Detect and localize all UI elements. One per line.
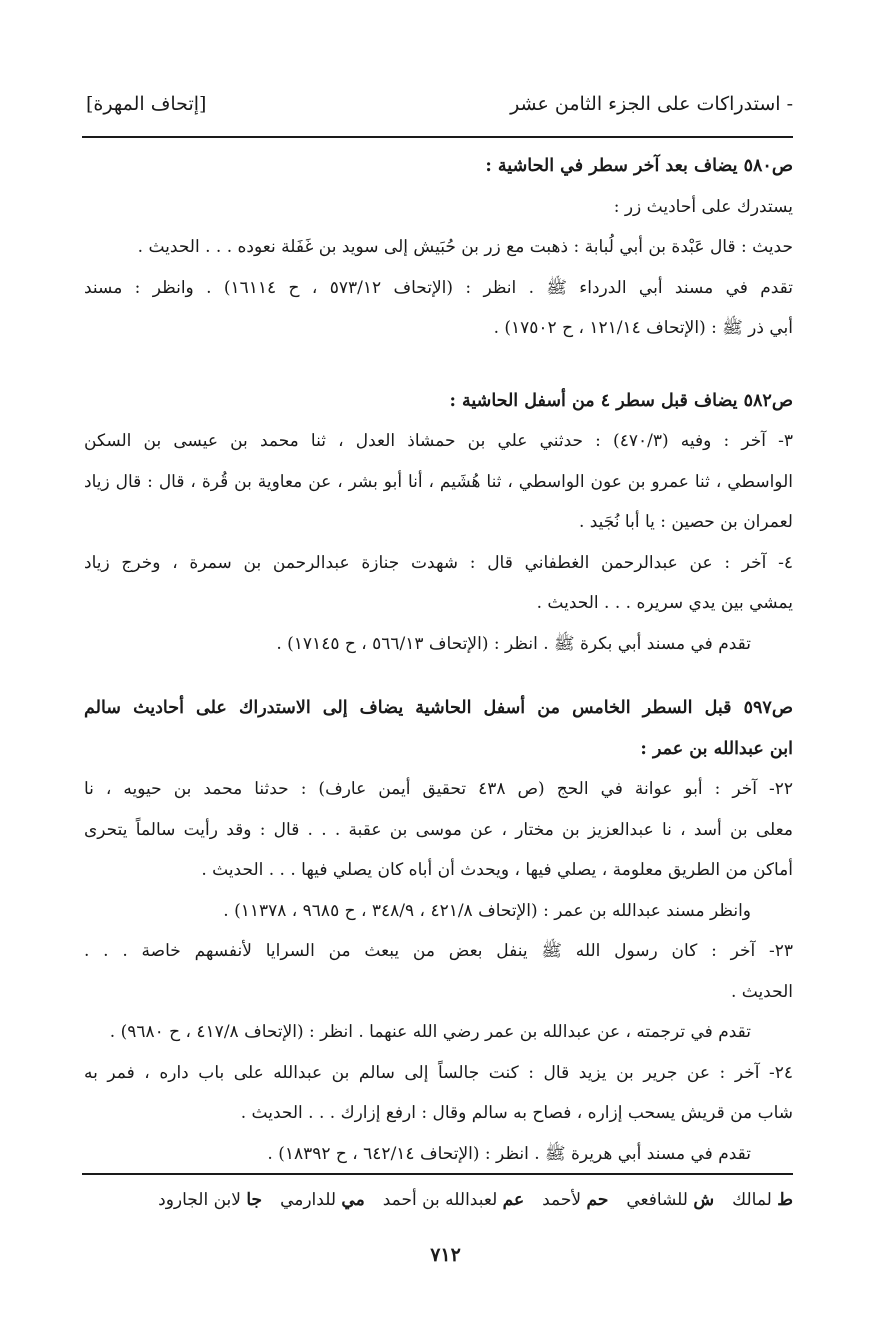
legend-code: ش: [693, 1190, 715, 1210]
text-line: الحديث .: [730, 981, 793, 1002]
legend-item: [626, 1183, 714, 1217]
page-number: ٧١٢: [430, 1244, 461, 1266]
text-line: ٢٢- آخر : أبو عوانة في الحج (ص ٤٣٨ تحقيق أيمن عارف) : حدثنا محمد بن حيويه ، نا: [84, 779, 793, 799]
text-line: يمشي بين يدي سريره . . . الحديث .: [536, 593, 793, 613]
section-heading: ص٥٨٢ يضاف قبل سطر ٤ من أسفل الحاشية :: [449, 390, 793, 411]
text-line: تقدم في مسند أبي الدرداء ﷺ . انظر : (الإتحاف ٥٧٣/١٢ ، ح ١٦١١٤) . وانظر : مسند: [84, 277, 793, 298]
abbreviation-legend: [84, 1183, 793, 1217]
text-line: تقدم في ترجمته ، عن عبدالله بن عمر رضي الله عنهما . انظر : (الإتحاف ٤١٧/٨ ، ح ٩٦٨٠) .: [109, 1022, 751, 1042]
legend-item: [158, 1183, 262, 1217]
legend-code: جا: [246, 1190, 263, 1210]
running-header: [86, 86, 793, 122]
text-line: أماكن من الطريق معلومة ، يصلي فيها ، ويحدث أن أباه كان يصلي فيها . . . الحديث .: [201, 860, 793, 880]
text-line: وانظر مسند عبدالله بن عمر : (الإتحاف ٤٢١/٨ ، ٣٤٨/٩ ، ح ٩٦٨٥ ، ١١٣٧٨) .: [223, 900, 751, 921]
section-gap: [84, 664, 793, 688]
legend-text: لأحمد: [542, 1190, 582, 1210]
legend-item: [732, 1183, 793, 1217]
text-line: ٣- آخر : وفيه (٤٧٠/٣) : حدثني علي بن حمشاذ العدل ، ثنا محمد بن عيسى بن السكن: [84, 431, 793, 451]
text-line: أبي ذر ﷺ : (الإتحاف ١٢١/١٤ ، ح ١٧٥٠٢) .: [493, 318, 793, 338]
legend-text: لعبدالله بن أحمد: [382, 1190, 498, 1210]
text-line: يستدرك على أحاديث زر :: [613, 196, 793, 217]
section-heading: ص٥٨٠ يضاف بعد آخر سطر في الحاشية :: [485, 156, 793, 176]
text-line: لعمران بن حصين : يا أبا نُجَيد .: [578, 512, 793, 532]
legend-code: ط: [777, 1190, 793, 1210]
legend-item: [280, 1183, 365, 1217]
page-body: [84, 146, 793, 1174]
legend-text: للدارمي: [280, 1190, 337, 1210]
footer-rule: [82, 1173, 793, 1175]
header-rule: [82, 136, 793, 138]
text-line: معلى بن أسد ، نا عبدالعزيز بن مختار ، عن موسى بن عقبة . . . قال : وقد رأيت سالماً يتحرى: [84, 819, 793, 840]
text-line: ٢٤- آخر : عن جرير بن يزيد قال : كنت جالساً إلى سالم بن عبدالله على باب داره ، فمر به: [84, 1062, 793, 1083]
legend-code: عم: [502, 1190, 525, 1210]
text-line: تقدم في مسند أبي هريرة ﷺ . انظر : (الإتحاف ٦٤٢/١٤ ، ح ١٨٣٩٢) .: [267, 1143, 751, 1164]
legend-item: [383, 1183, 524, 1217]
header-section-title: - استدراكات على الجزء الثامن عشر: [510, 93, 793, 115]
legend-item: [542, 1183, 608, 1217]
legend-text: للشافعي: [626, 1190, 688, 1210]
legend-code: مي: [341, 1190, 365, 1210]
text-line: الواسطي ، ثنا عمرو بن عون الواسطي ، ثنا هُشَيم ، أنا أبو بشر ، عن معاوية بن قُرة ، قال : قال زياد: [84, 471, 793, 492]
section-heading: ص٥٩٧ قبل السطر الخامس من أسفل الحاشية يضاف إلى الاستدراك على أحاديث سالم: [84, 698, 793, 718]
legend-code: حم: [586, 1190, 609, 1210]
header-book-title: [إتحاف المهرة]: [86, 93, 207, 115]
text-line: شاب من قريش يسحب إزاره ، فصاح به سالم وقال : ارفع إزارك . . . الحديث .: [240, 1103, 793, 1123]
text-line: ٤- آخر : عن عبدالرحمن الغطفاني قال : شهدت جنازة عبدالرحمن بن سمرة ، وخرج زياد: [84, 552, 793, 573]
section-heading-continued: ابن عبدالله بن عمر :: [640, 738, 793, 759]
text-line: ٢٣- آخر : كان رسول الله ﷺ ينفل بعض من يبعث من السرايا لأنفسهم خاصة . . .: [84, 941, 793, 961]
text-line: تقدم في مسند أبي بكرة ﷺ . انظر : (الإتحاف ٥٦٦/١٣ ، ح ١٧١٤٥) .: [276, 633, 751, 654]
legend-text: لابن الجارود: [158, 1190, 241, 1210]
text-line: حديث : قال عَبْدة بن أبي لُبابة : ذهبت مع زر بن حُبَيش إلى سويد بن غَفَلة نعوده . . . الحديث .: [137, 237, 793, 257]
legend-text: لمالك: [732, 1190, 772, 1210]
section-gap: [84, 349, 793, 381]
